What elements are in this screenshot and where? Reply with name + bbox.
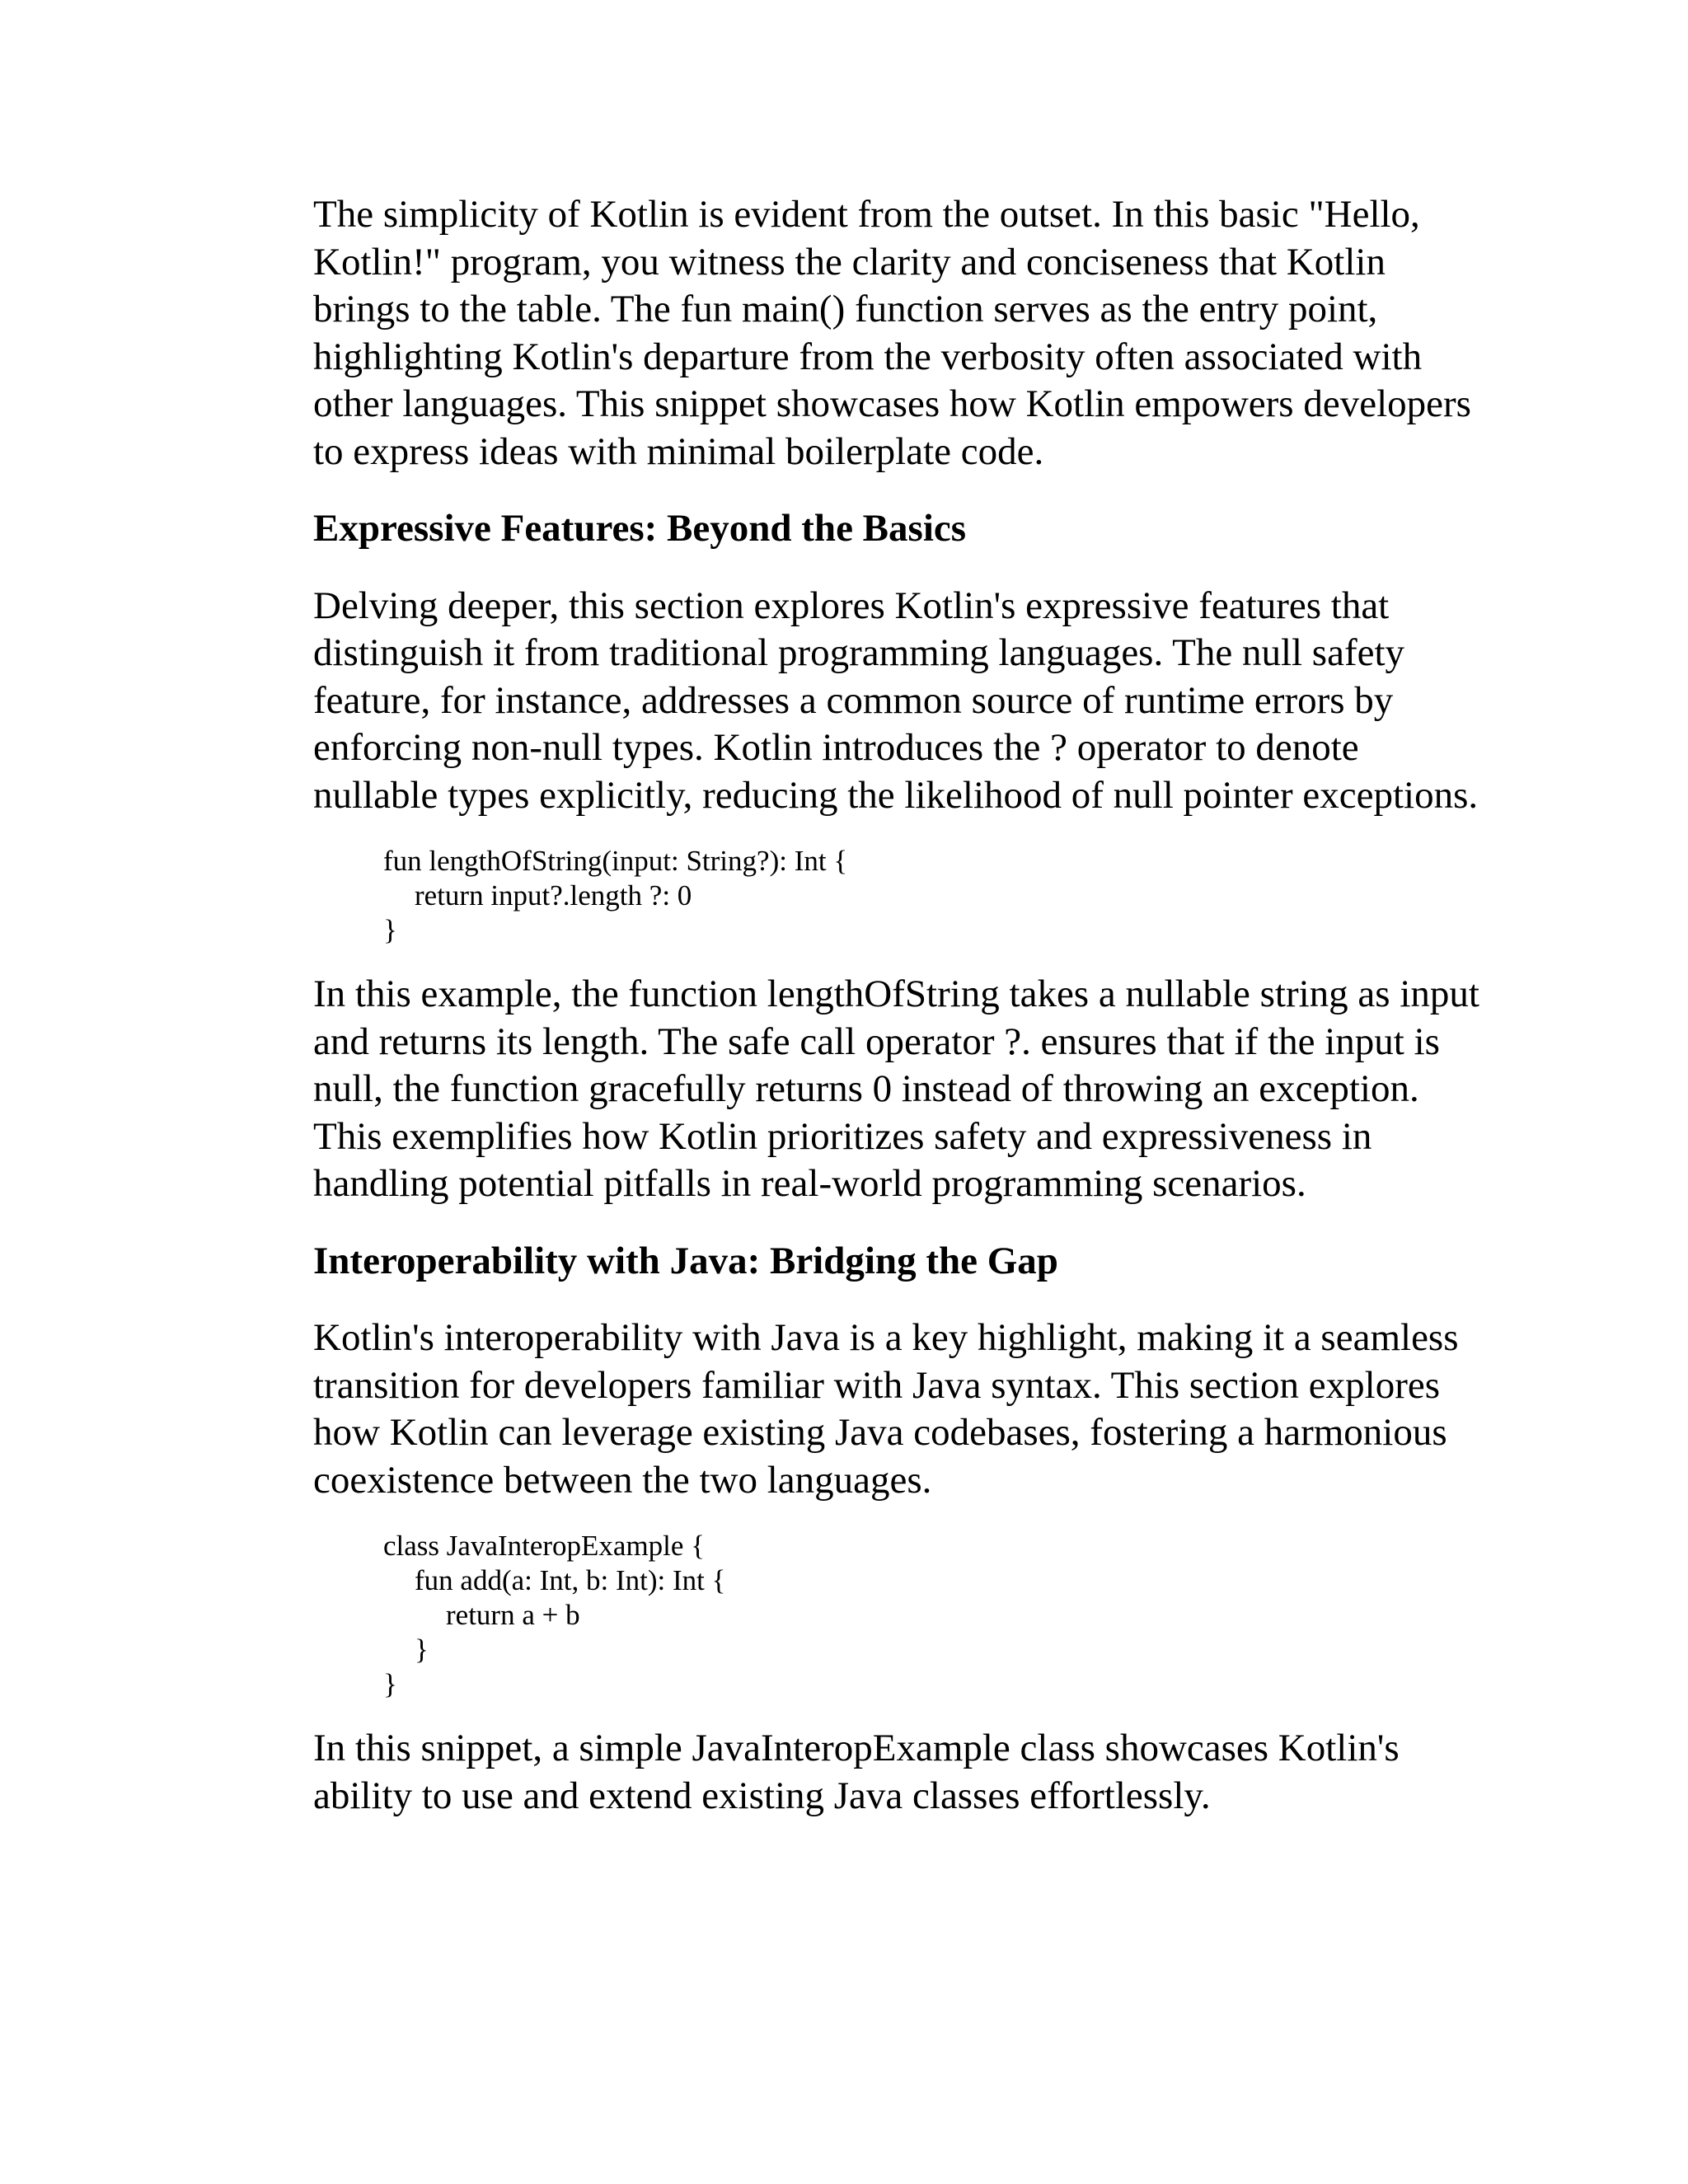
code-line: } — [383, 1668, 397, 1700]
code-line: } — [415, 1633, 429, 1666]
example-explained-paragraph: In this example, the function lengthOfString takes a nullable string as input and returns its length. The safe call operator ?. ensures that if the input is null, the function gracefully returns 0 instead of throwing an exception. This exemplifies how Kotlin prioritizes safety and expressiveness in handling potential pitfalls in real-world programming scenarios. — [313, 972, 1479, 1205]
code-line: return a + b — [446, 1599, 580, 1631]
code-line: } — [383, 914, 397, 946]
code-block-java-interop — [313, 1529, 1484, 1702]
expressive-paragraph: Delving deeper, this section explores Kotlin's expressive features that distinguish it from traditional programming languages. The null safety feature, for instance, addresses a common source of runtime errors by enforcing non-null types. Kotlin introduces the ? operator to denote nullable types explicitly, reducing the likelihood of null pointer exceptions. — [313, 583, 1479, 817]
code-block-length-of-string — [313, 844, 1484, 948]
interop-paragraph: Kotlin's interoperability with Java is a key highlight, making it a seamless transition for developers familiar with Java syntax. This section explores how Kotlin can leverage existing Java codebases, fostering a harmonious coexistence between the two languages. — [313, 1316, 1459, 1502]
snippet-explained-paragraph: In this snippet, a simple JavaInteropExample class showcases Kotlin's ability to use and extend existing Java classes effortlessly. — [313, 1727, 1400, 1817]
heading-interoperability: Interoperability with Java: Bridging the Gap — [313, 1239, 1058, 1282]
document-page — [313, 191, 1484, 1820]
code-line: fun add(a: Int, b: Int): Int { — [415, 1564, 726, 1596]
intro-paragraph: The simplicity of Kotlin is evident from the outset. In this basic "Hello, Kotlin!" program, you witness the clarity and conciseness that Kotlin brings to the table. The fun main() function serves as the entry point, highlighting Kotlin's departure from the verbosity often associated with other languages. This snippet showcases how Kotlin empowers developers to express ideas with minimal boilerplate code. — [313, 193, 1471, 473]
code-line: return input?.length ?: 0 — [415, 879, 692, 912]
code-line: fun lengthOfString(input: String?): Int { — [383, 845, 848, 877]
heading-expressive-features: Expressive Features: Beyond the Basics — [313, 507, 967, 550]
code-line: class JavaInteropExample { — [383, 1530, 705, 1562]
